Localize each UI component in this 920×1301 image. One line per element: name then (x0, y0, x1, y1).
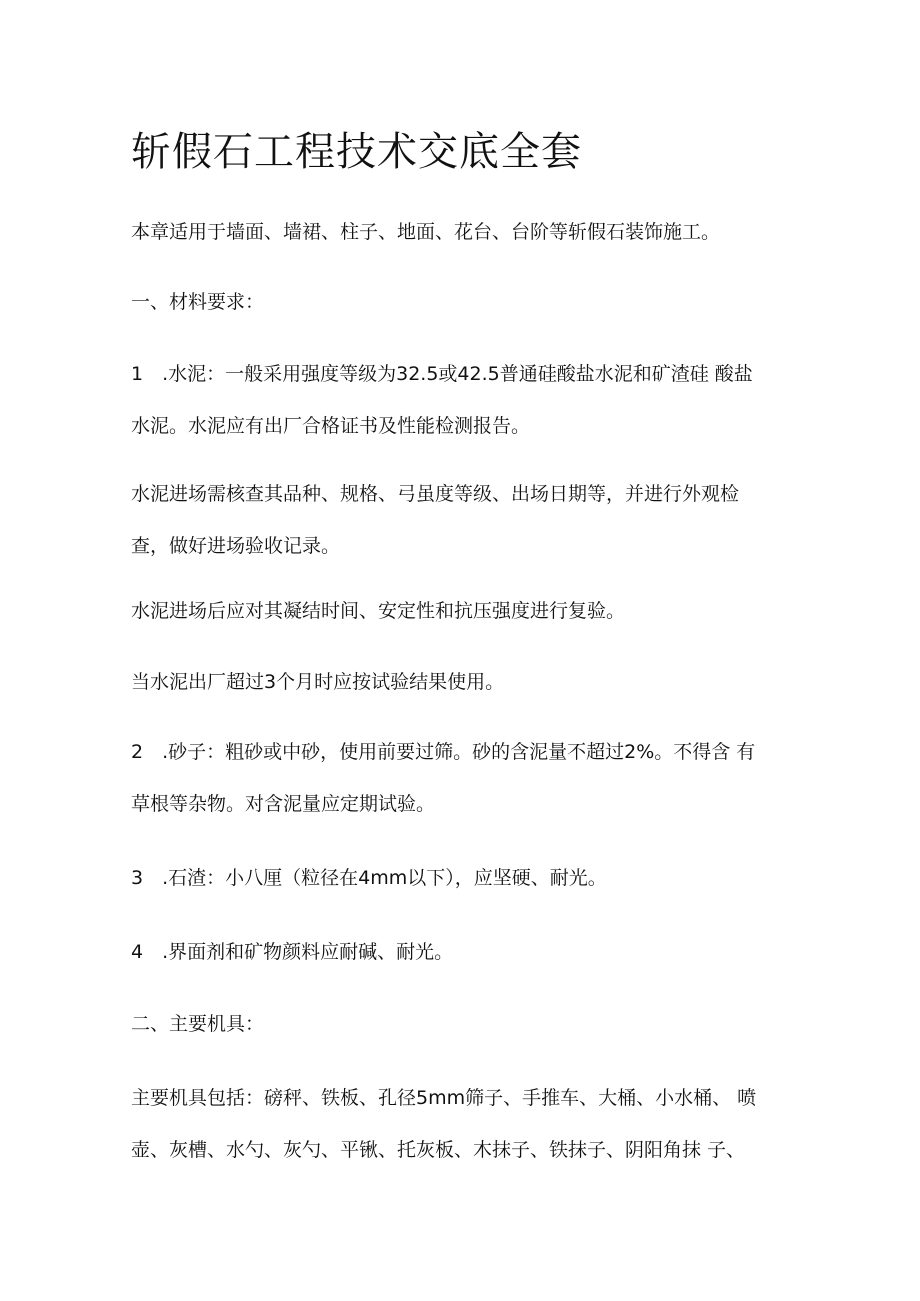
paragraph-cement (131, 348, 796, 452)
paragraph-line: 水泥。水泥应有出厂合格证书及性能检测报告。 (131, 415, 531, 437)
paragraph-line: 主要机具包括：磅秤、铁板、孔径5mm筛子、手推车、大桶、小水桶、 喷 (131, 1087, 757, 1109)
paragraph-cement-inspection (131, 468, 796, 572)
section-heading-tools (131, 998, 796, 1050)
paragraph-line: 当水泥出厂超过3个月时应按试验结果使用。 (131, 671, 505, 693)
paragraph-scope (131, 206, 796, 258)
paragraph-line: 查，做好进场验收记录。 (131, 535, 341, 557)
paragraph-line: 二、主要机具： (131, 1013, 265, 1035)
paragraph-stone-chips (131, 852, 796, 904)
section-heading-materials (131, 276, 796, 328)
paragraph-interface-agent (131, 926, 796, 978)
paragraph-cement-expiry (131, 656, 796, 708)
paragraph-line: 4 .界面剂和矿物颜料应耐碱、耐光。 (131, 941, 454, 963)
paragraph-line: 3 .石渣：小八厘（粒径在4mm以下），应坚硬、耐光。 (131, 867, 607, 889)
paragraph-sand (131, 726, 796, 830)
paragraph-line: 水泥进场后应对其凝结时间、安定性和抗压强度进行复验。 (131, 600, 626, 622)
paragraph-cement-retest (131, 585, 796, 637)
paragraph-line: 一、材料要求： (131, 291, 265, 313)
paragraph-line: 2 .砂子：粗砂或中砂，使用前要过筛。砂的含泥量不超过2%。不得含 有 (131, 741, 756, 763)
paragraph-line: 壶、灰槽、水勺、灰勺、平锹、托灰板、木抹子、铁抹子、阴阳角抹 子、 (131, 1139, 746, 1161)
document-title: 斩假石工程技术交底全套 (131, 129, 582, 175)
paragraph-line: 1 .水泥：一般采用强度等级为32.5或42.5普通硅酸盐水泥和矿渣硅 酸盐 (131, 363, 753, 385)
paragraph-tools-list (131, 1072, 796, 1176)
paragraph-line: 草根等杂物。对含泥量应定期试验。 (131, 793, 436, 815)
paragraph-line: 本章适用于墙面、墙裙、柱子、地面、花台、台阶等斩假石装饰施工。 (131, 221, 721, 243)
paragraph-line: 水泥进场需核查其品种、规格、弓虽度等级、出场日期等，并进行外观检 (131, 483, 740, 505)
